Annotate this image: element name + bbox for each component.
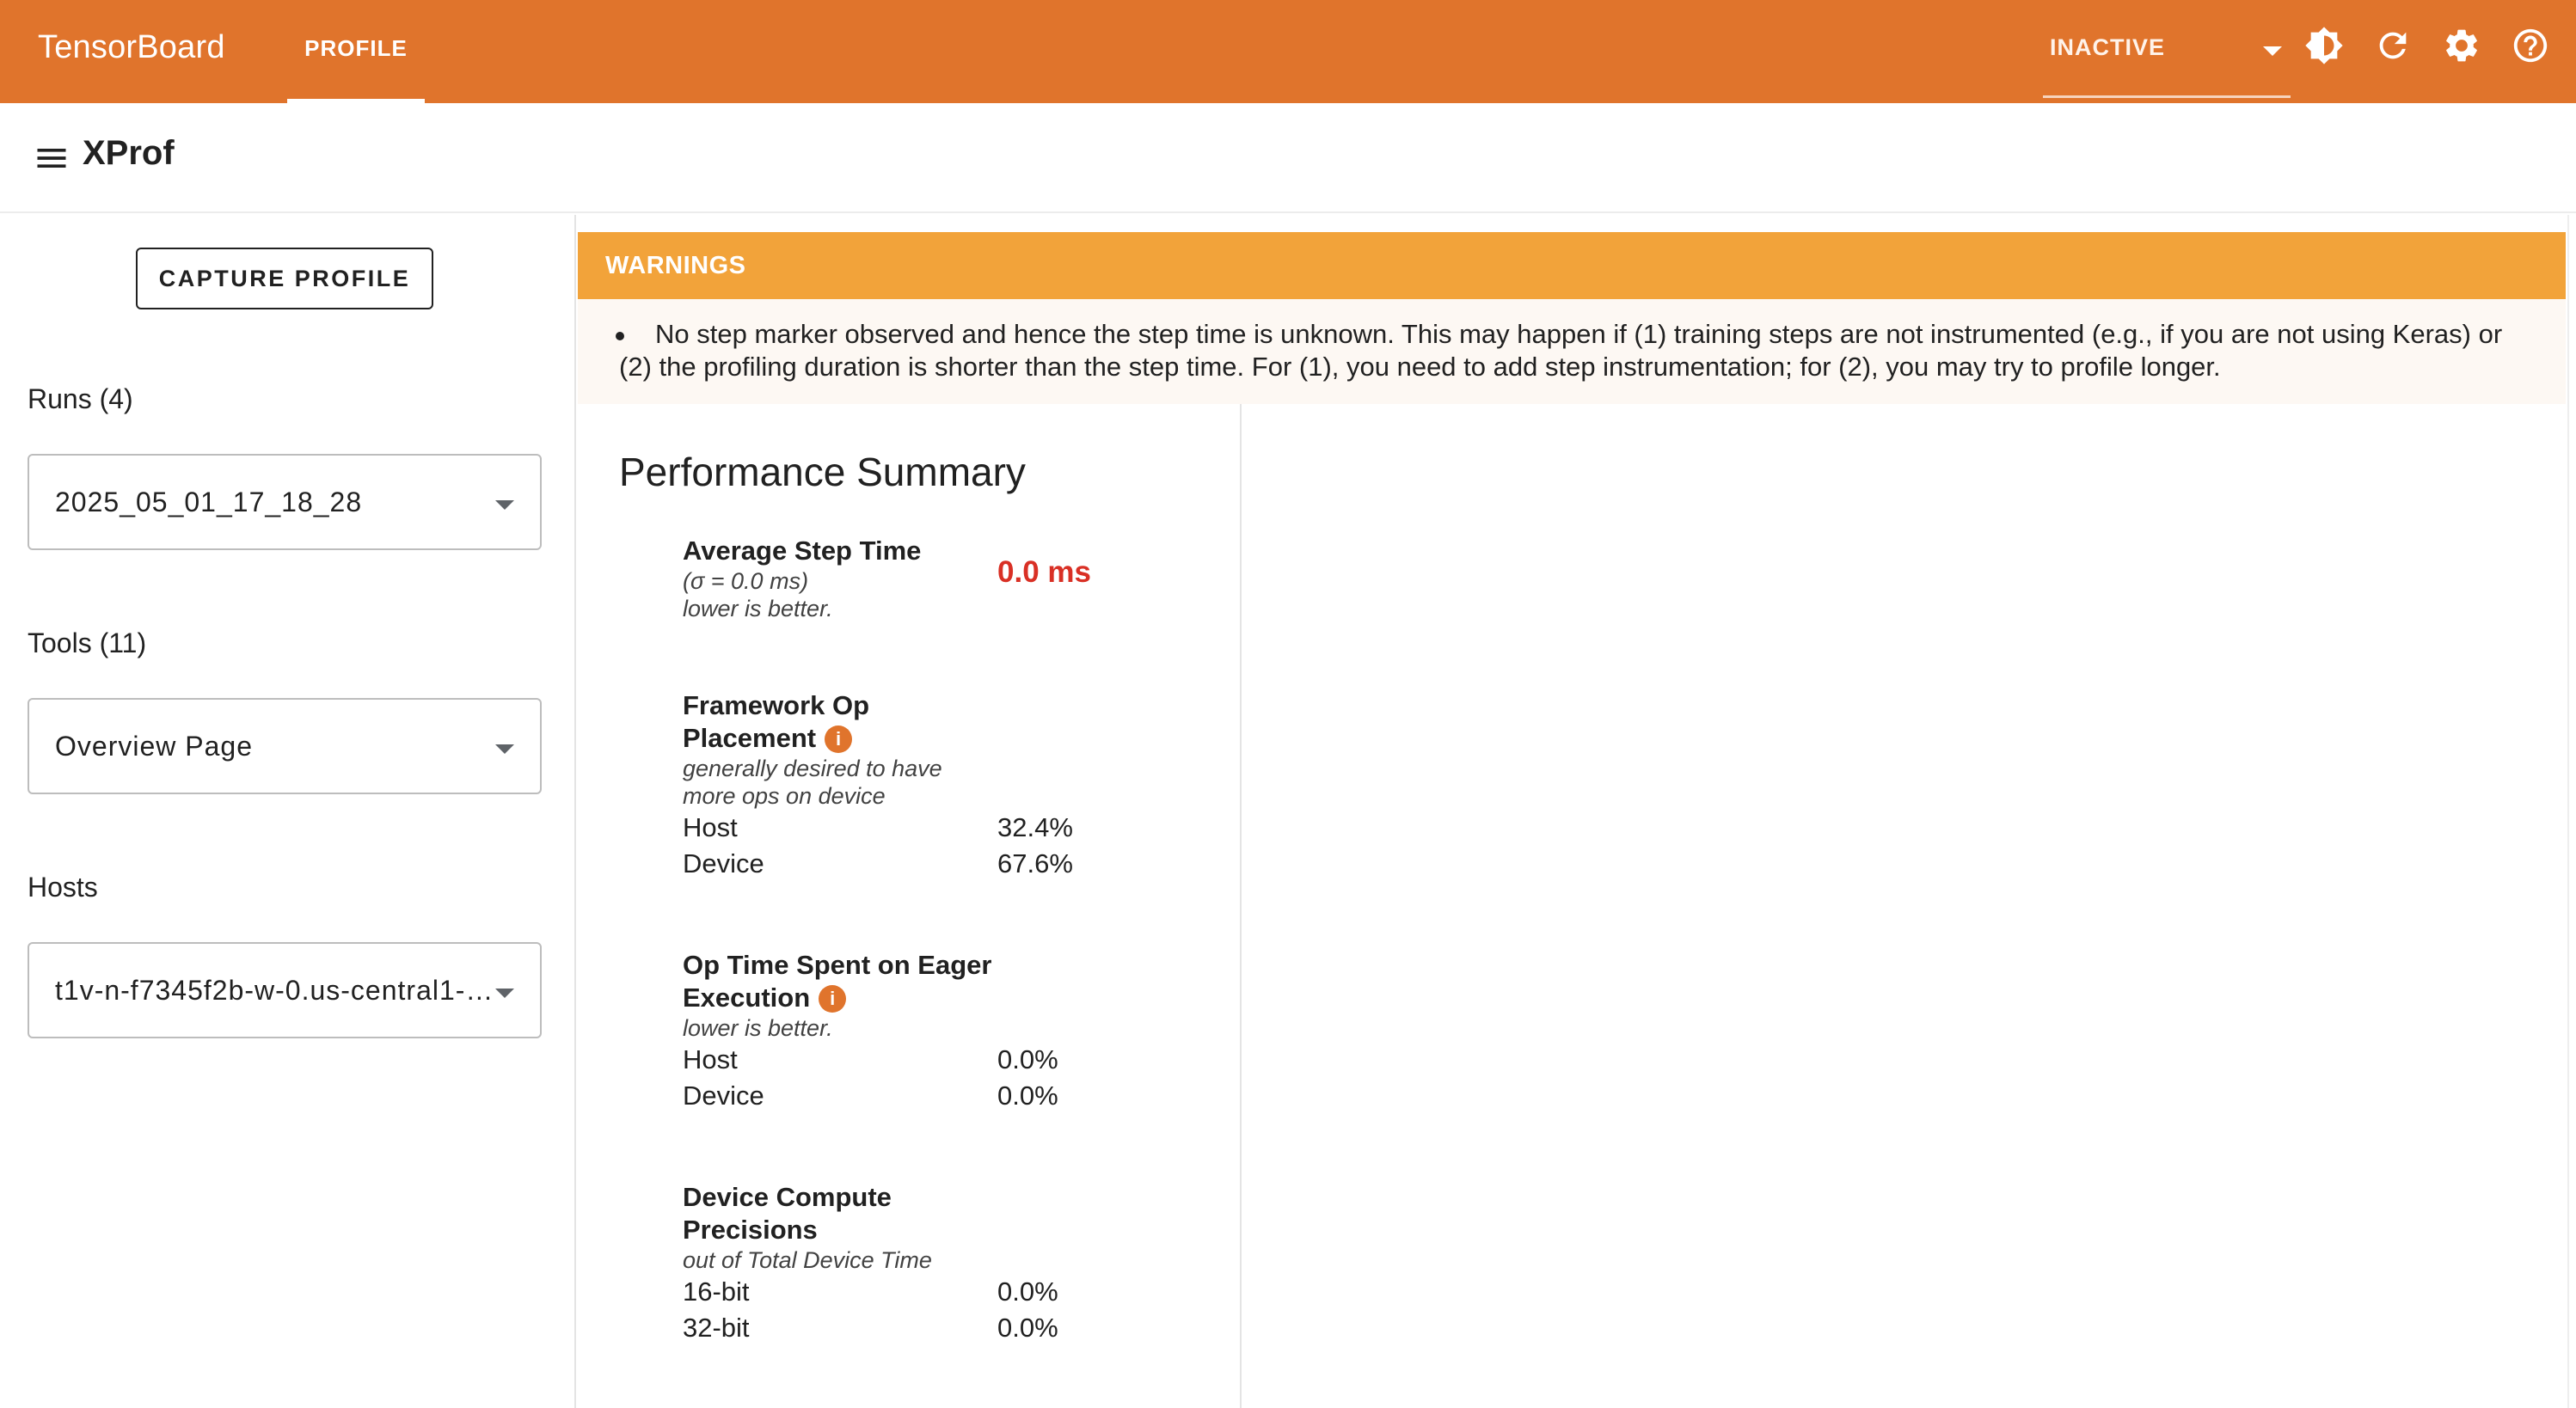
run-status-value: INACTIVE	[2050, 34, 2166, 60]
row-value: 0.0%	[997, 1080, 1058, 1111]
hosts-label: Hosts	[28, 872, 98, 903]
refresh-icon[interactable]	[2373, 26, 2413, 65]
chevron-down-icon	[495, 500, 514, 510]
metric-row-16bit	[683, 1274, 1216, 1310]
runs-label: Runs (4)	[28, 383, 133, 414]
tools-select-value: Overview Page	[55, 731, 253, 762]
performance-summary-card	[578, 404, 1242, 1408]
hosts-select[interactable]	[28, 942, 542, 1038]
metric-title-line: Op Time Spent on Eager	[683, 950, 992, 980]
scrollbar[interactable]	[2567, 215, 2576, 1408]
row-label: Host	[683, 1044, 738, 1074]
hosts-select-value: t1v-n-f7345f2b-w-0.us-central1-…	[55, 975, 494, 1006]
metric-hint: lower is better.	[683, 596, 833, 621]
metric-row-host	[683, 1042, 1216, 1078]
metric-title	[683, 689, 992, 755]
help-icon[interactable]	[2511, 26, 2550, 65]
metric-row-32bit	[683, 1310, 1216, 1346]
page-title: XProf	[83, 134, 175, 172]
metric-hint: out of Total Device Time	[683, 1247, 932, 1273]
metric-hint: more ops on device	[683, 783, 886, 809]
row-label: 16-bit	[683, 1276, 750, 1307]
metric-title	[683, 949, 1027, 1014]
info-icon[interactable]: i	[825, 725, 852, 753]
row-label: Device	[683, 848, 764, 878]
metric-row-device	[683, 846, 1216, 882]
bullet	[616, 332, 624, 340]
eager-execution-metric	[683, 949, 1216, 1114]
row-label: Host	[683, 812, 738, 842]
device-compute-precisions-metric	[683, 1181, 1216, 1346]
row-value: 0.0%	[997, 1313, 1058, 1343]
row-value: 0.0%	[997, 1044, 1058, 1074]
run-status-select[interactable]	[2043, 26, 2291, 98]
metric-title: Average Step Time	[683, 536, 922, 566]
capture-profile-button[interactable]: CAPTURE PROFILE	[136, 248, 433, 309]
row-label: Device	[683, 1080, 764, 1111]
warning-text: No step marker observed and hence the step time is unknown. This may happen if (1) training steps are not instrumented (e.g., if you are not using Keras) or (2) the profiling duration is shorter than the step time. For (1), you need to add step instrumentation; for (2), you may try to profile longer.	[619, 319, 2503, 382]
average-step-time-value: 0.0 ms	[997, 555, 1091, 589]
metric-row-host	[683, 810, 1216, 846]
top-app-bar	[0, 0, 2576, 103]
metric-hint: lower is better.	[683, 1015, 833, 1041]
metric-hint: generally desired to have	[683, 756, 942, 781]
menu-icon[interactable]	[33, 139, 71, 177]
row-label: 32-bit	[683, 1313, 750, 1343]
metric-title-line: Execution	[683, 983, 811, 1013]
metric-sigma: (σ = 0.0 ms)	[683, 568, 809, 594]
metric-title-line: Device Compute	[683, 1182, 892, 1212]
sidebar	[0, 215, 576, 1408]
xprof-header	[0, 103, 2576, 213]
row-value: 67.6%	[997, 848, 1073, 878]
chevron-down-icon	[495, 744, 514, 754]
runs-select[interactable]	[28, 454, 542, 550]
info-icon[interactable]: i	[819, 985, 846, 1013]
metric-row-device	[683, 1078, 1216, 1114]
chevron-down-icon	[495, 989, 514, 998]
content-panel	[1243, 404, 2566, 1408]
tab-profile-label: PROFILE	[304, 34, 408, 61]
metric-title-line: Placement	[683, 723, 817, 753]
settings-icon[interactable]	[2442, 26, 2481, 65]
tab-profile[interactable]	[287, 0, 425, 103]
chevron-down-icon	[2263, 46, 2282, 56]
warnings-list	[578, 299, 2566, 404]
runs-select-value: 2025_05_01_17_18_28	[55, 487, 363, 517]
metric-title-line: Precisions	[683, 1215, 818, 1245]
performance-summary-title: Performance Summary	[619, 450, 1026, 494]
tools-label: Tools (11)	[28, 627, 147, 658]
average-step-time-metric	[683, 535, 1216, 622]
warnings-header: WARNINGS	[578, 232, 2566, 299]
warning-item	[619, 318, 2531, 383]
row-value: 32.4%	[997, 812, 1073, 842]
row-value: 0.0%	[997, 1276, 1058, 1307]
metric-title-line: Framework Op	[683, 690, 870, 720]
app-brand: TensorBoard	[38, 29, 225, 65]
theme-toggle-icon[interactable]	[2304, 26, 2344, 65]
metric-title	[683, 1181, 992, 1246]
framework-op-placement-metric	[683, 689, 1216, 882]
tools-select[interactable]	[28, 698, 542, 794]
